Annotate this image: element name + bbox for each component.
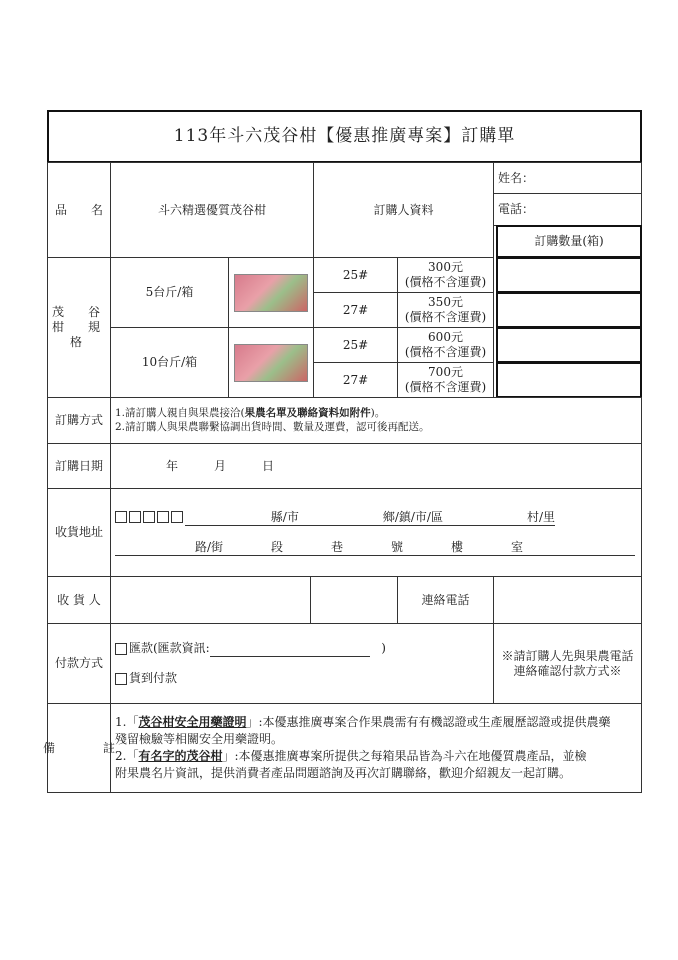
size-10: 10台斤/箱 <box>110 327 229 398</box>
payment-label: 付款方式 <box>47 623 111 704</box>
text: 貨到付款 <box>129 671 178 685</box>
date-label: 訂購日期 <box>47 443 111 489</box>
product-box-image <box>234 274 308 312</box>
transfer-info-field[interactable] <box>210 641 370 657</box>
form-title: 113年斗六茂谷柑【優惠推廣專案】訂購單 <box>47 110 642 163</box>
zip-box <box>157 511 169 523</box>
qty-input[interactable] <box>496 292 642 328</box>
qty-input[interactable] <box>496 257 642 293</box>
checkbox[interactable] <box>115 643 127 655</box>
size-5: 5台斤/箱 <box>110 257 229 328</box>
product-image-cell <box>228 257 314 328</box>
phone-field[interactable]: 電話： <box>493 193 642 226</box>
text-bold: 茂谷柑安全用藥證明 <box>138 715 247 730</box>
text: 匯款(匯款資訊: <box>129 641 210 655</box>
price-note: (價格不含運費) <box>404 310 487 324</box>
product-box-image <box>234 344 308 382</box>
address-field[interactable] <box>110 488 642 577</box>
price-value: 350元 <box>428 295 463 309</box>
receiver-extra-field[interactable] <box>310 576 398 624</box>
text-bold: 果農名單及聯絡資料如附件 <box>244 407 371 420</box>
qty-input[interactable] <box>496 327 642 363</box>
price-note: (價格不含運費) <box>404 345 487 359</box>
remark-1 <box>115 714 621 748</box>
address-line2: 路/街 段 巷 號 樓 室 <box>115 540 635 556</box>
grade: 25# <box>313 327 398 363</box>
grade: 25# <box>313 257 398 293</box>
payment-notice: ※請訂購人先與果農電話連絡確認付款方式※ <box>493 623 642 704</box>
text: 2.「 <box>115 749 139 763</box>
date-field[interactable]: 年 月 日 <box>110 443 642 489</box>
zip-box <box>115 511 127 523</box>
receiver-phone-field[interactable] <box>493 576 642 624</box>
receiver-field[interactable] <box>110 576 311 624</box>
zip-box <box>171 511 183 523</box>
receiver-label: 收 貨 人 <box>47 576 111 624</box>
product-image-cell <box>228 327 314 398</box>
price <box>397 362 494 398</box>
method-text <box>110 397 642 444</box>
text: )。 <box>370 407 386 420</box>
checkbox[interactable] <box>115 673 127 685</box>
method-label: 訂購方式 <box>47 397 111 444</box>
address-line1 <box>115 510 555 526</box>
receiver-phone-label: 連絡電話 <box>397 576 494 624</box>
text: ) <box>381 641 386 655</box>
text: 縣/市 鄉/鎮/市/區 村/里 <box>185 510 555 526</box>
zip-box <box>129 511 141 523</box>
name-field[interactable]: 姓名： <box>493 162 642 194</box>
price <box>397 292 494 328</box>
qty-input[interactable] <box>496 362 642 398</box>
price-value: 700元 <box>428 365 463 379</box>
qty-header: 訂購數量(箱) <box>496 225 642 258</box>
text: 1.請訂購人親自與果農接洽( <box>115 407 245 420</box>
grade: 27# <box>313 292 398 328</box>
address-label: 收貨地址 <box>47 488 111 577</box>
text: 」:本優惠推廣專案合作果農需有有機認證或生產履歷認證或提供農藥殘留檢驗等相關安全用藥證明。 <box>115 715 611 747</box>
payment-options <box>110 623 494 704</box>
grade: 27# <box>313 362 398 398</box>
price <box>397 257 494 293</box>
product-name: 斗六精選優質茂谷柑 <box>110 162 314 258</box>
price-value: 300元 <box>428 260 463 274</box>
remarks-label: 備 註 <box>47 703 111 793</box>
price-note: (價格不含運費) <box>404 380 487 394</box>
spec-label: 茂 谷 柑 規 格 <box>47 257 111 398</box>
text-bold: 有名字的茂谷柑 <box>138 749 223 763</box>
method-line2: 2.請訂購人與果農聯繫協調出貨時間、數量及運費，認可後再配送。 <box>115 420 430 433</box>
method-line1 <box>115 407 385 420</box>
price-note: (價格不含運費) <box>404 275 487 289</box>
buyer-info-label: 訂購人資料 <box>313 162 494 258</box>
payment-transfer[interactable] <box>115 641 386 657</box>
price <box>397 327 494 363</box>
product-label: 品 名 <box>47 162 111 258</box>
text: 1.「 <box>115 715 139 730</box>
remark-2 <box>115 748 621 782</box>
zip-box <box>143 511 155 523</box>
price-value: 600元 <box>428 330 463 344</box>
remarks-text <box>110 703 642 793</box>
payment-cod[interactable] <box>115 671 177 686</box>
text: 」:本優惠推廣專案所提供之每箱果品皆為斗六在地優質農產品，並檢附果農名片資訊，提供消費者產品問題諮詢及再次訂購聯絡，歡迎介紹親友一起訂購。 <box>115 749 587 780</box>
